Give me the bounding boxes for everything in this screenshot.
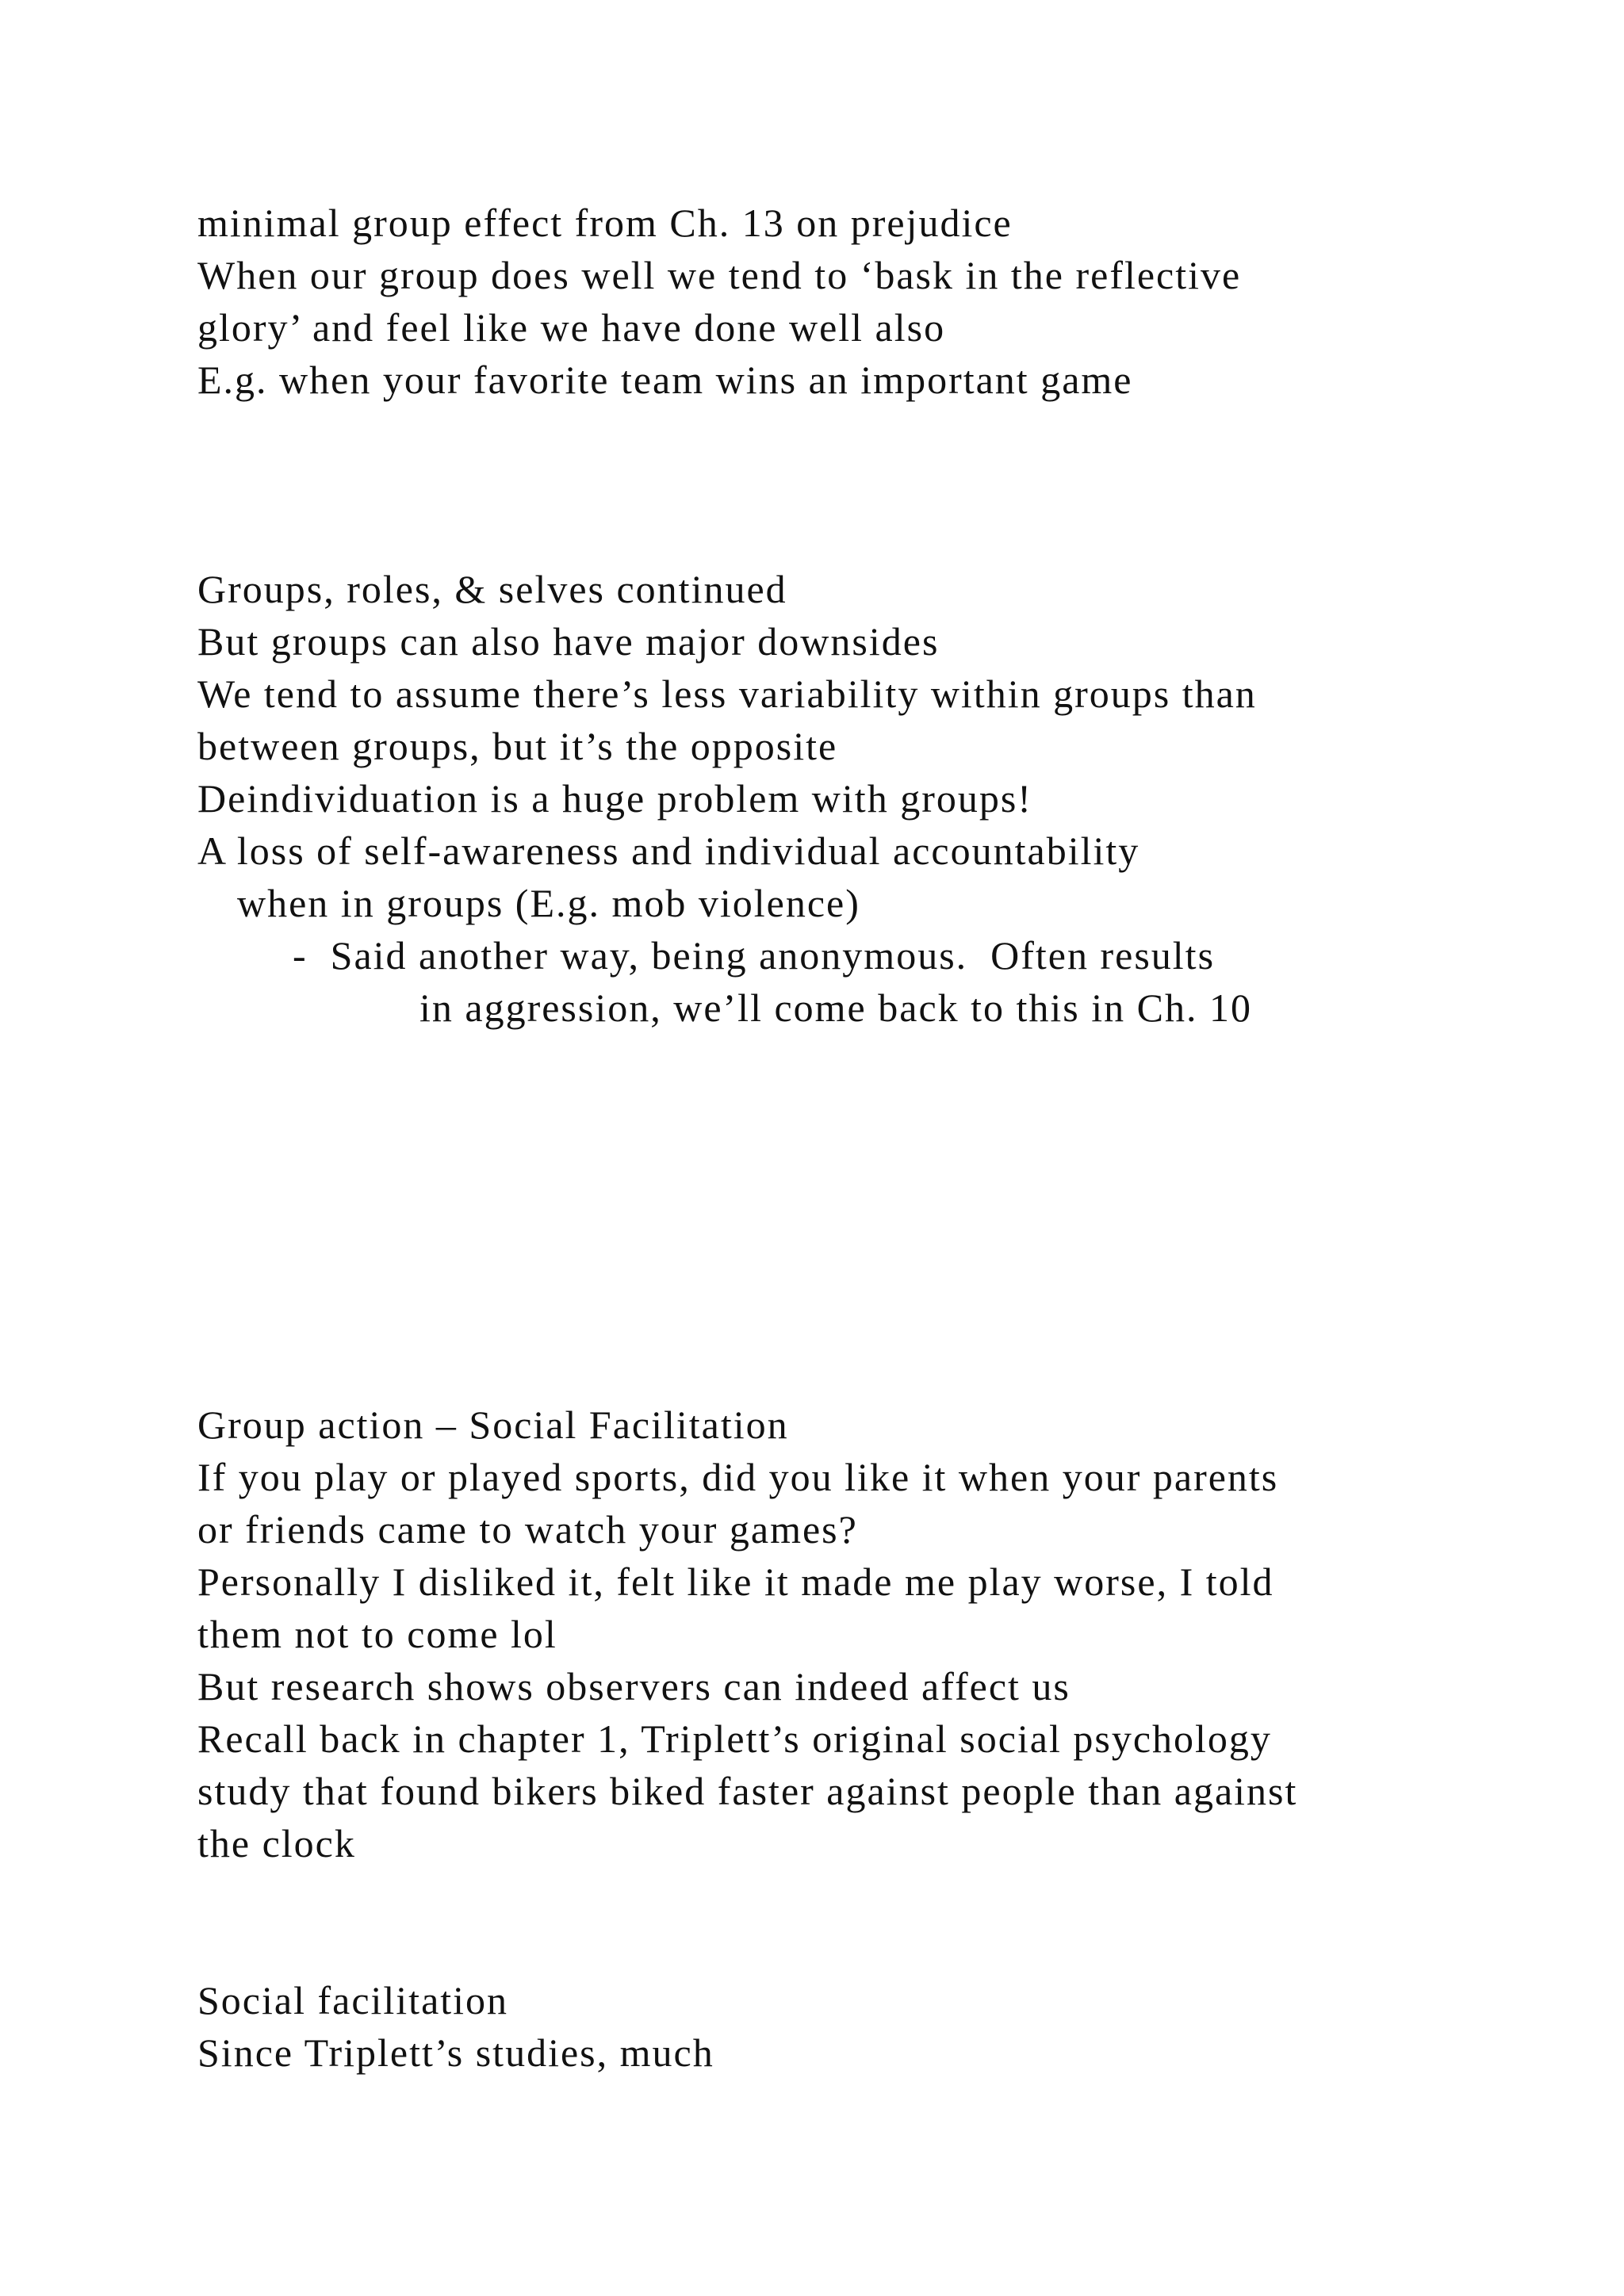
text-line: A loss of self-awareness and individual accountability [197, 828, 1140, 873]
text-line: in aggression, we’ll come back to this in Ch. 10 [419, 985, 1253, 1030]
text-line: But groups can also have major downsides [197, 619, 940, 664]
text-line: them not to come lol [197, 1612, 557, 1656]
text-line: minimal group effect from Ch. 13 on prejudice [197, 201, 1013, 245]
section-heading: Groups, roles, & selves continued [197, 567, 787, 611]
section-heading: Group action – Social Facilitation [197, 1402, 789, 1447]
text-line: Deindividuation is a huge problem with groups! [197, 776, 1032, 821]
text-line: Since Triplett’s studies, much [197, 2030, 714, 2075]
text-line: glory’ and feel like we have done well also [197, 305, 946, 350]
bullet-line: - Said another way, being anonymous. Often results [293, 933, 1216, 978]
text-line: But research shows observers can indeed affect us [197, 1664, 1071, 1709]
text-line: when in groups (E.g. mob violence) [237, 881, 860, 925]
text-line: We tend to assume there’s less variability within groups than [197, 672, 1257, 716]
text-line: between groups, but it’s the opposite [197, 724, 838, 768]
text-line: the clock [197, 1821, 356, 1866]
text-line: study that found bikers biked faster against people than against [197, 1769, 1298, 1813]
text-line: Recall back in chapter 1, Triplett’s original social psychology [197, 1716, 1272, 1761]
section-heading: Social facilitation [197, 1978, 509, 2022]
text-line: E.g. when your favorite team wins an important game [197, 358, 1133, 402]
text-line: When our group does well we tend to ‘bask in the reflective [197, 253, 1242, 297]
text-line: Personally I disliked it, felt like it made me play worse, I told [197, 1559, 1274, 1604]
text-line: If you play or played sports, did you like it when your parents [197, 1455, 1279, 1499]
text-line: or friends came to watch your games? [197, 1507, 858, 1552]
